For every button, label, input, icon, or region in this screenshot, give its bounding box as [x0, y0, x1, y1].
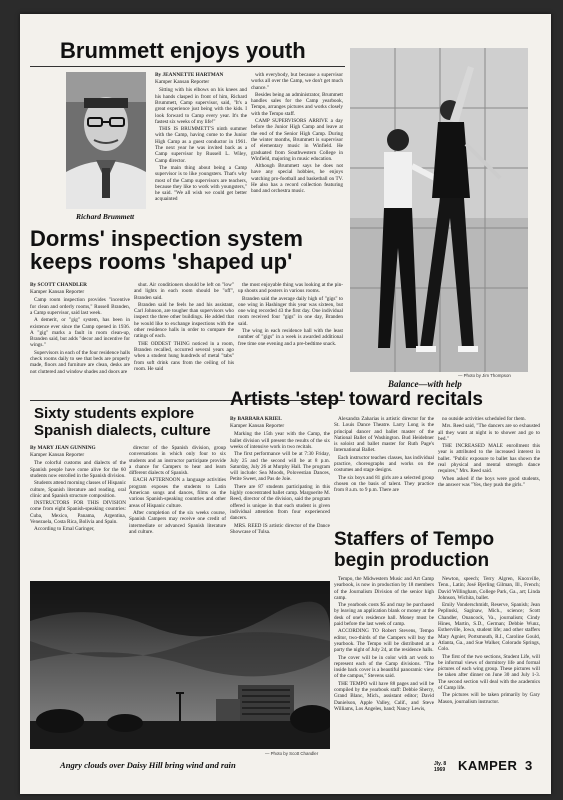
- ballet-photo-credit: — Photo by Jim Thompson: [458, 373, 511, 378]
- paragraph: When asked if the boys were good students, the answer was "Yes, they push the girls.": [438, 475, 540, 488]
- paragraph: There are 87 students participating in this highly concentrated ballet camp. Marguerite M. Reed, director of the division, said the program offered is unique in that each student is given individual attention from four experienced dancers.: [230, 483, 330, 522]
- divider: [30, 66, 345, 67]
- paragraph: director of the Spanish division, group conversations in which only four to six students and an instructor participate provide a chance for Campers to hear and learn different dialects of Spanish.: [129, 445, 226, 477]
- paragraph: Alexandra Zaharias is artistic director for the St. Louis Dance Theatre. Larry Long is the principal dancer and ballet master of the National Ballet of Washington. Bud Heidebner is soloist and ballet master for Ruth Page's International Ballet.: [334, 416, 434, 454]
- issue-date-line-1: Jly. 8: [434, 761, 447, 767]
- spanish-column-2: [129, 445, 226, 575]
- paragraph: THE TEMPO will have 88 pages and will be compiled by the yearbook staff: Debbie Sherry, Grand Blanc, Mich., assistant editor; David Danielson, Apple Valley, Calif., and Steve Williams, Los Angeles, band; Nancy Lewis,: [334, 680, 434, 712]
- ballet-photo: [350, 48, 528, 372]
- paper-name: KAMPER: [458, 758, 518, 773]
- paragraph: Marking the 15th year with the Camp, the ballet division will present the results of the six weeks of intensive work in two recitals.: [230, 431, 330, 450]
- paragraph: The pictures will be taken primarily by Gary Mason, journalism instructor.: [438, 692, 540, 705]
- artists-headline: Artists 'step' toward recitals: [230, 389, 483, 410]
- paragraph: Supervisors in each of the four residence halls check rooms daily to see that beds are properly made, floors and furniture are clean, desks are not cluttered and window shades and doors are: [30, 349, 130, 375]
- ballet-photo-caption: Balance—with help: [388, 379, 462, 389]
- newspaper-page: [20, 14, 551, 794]
- paragraph: The first performance will be at 7:30 Friday, July 25 and the second will be at 8 p.m. Saturday, July 26 at Murphy Hall. The program will include: Sea Moods, Polovestian Dances, Petite Sweet, and Pas de Joie.: [230, 451, 330, 483]
- paragraph: the most enjoyable thing was looking at the pin-up shoots and posters in various rooms.: [238, 282, 343, 295]
- issue-date: [434, 761, 446, 773]
- byline-title: Kamper Kansan Reporter: [155, 79, 210, 86]
- paragraph: THE ODDEST THING noticed in a room, Branden recalled, occurred several years ago when a student hung hundreds of metal "tabs" from soft drink cans from the ceiling of his room. He said: [134, 340, 234, 372]
- portrait-illustration: [66, 72, 146, 209]
- dorms-column-2: [134, 282, 234, 398]
- brummett-photo-caption: Richard Brummett: [76, 212, 135, 221]
- page-number: 3: [525, 758, 533, 773]
- artists-column-2: [334, 416, 434, 542]
- dorms-column-3: [238, 282, 343, 398]
- staffers-headline-line-2: begin production: [334, 550, 490, 571]
- issue-date-line-2: 1969: [434, 767, 446, 773]
- spanish-column-1: [30, 445, 126, 575]
- byline-title: Kamper Kansan Reporter: [230, 423, 285, 430]
- dorms-headline-line-2: keeps rooms 'shaped up': [30, 249, 293, 274]
- byline: By BARBARA KRIEL: [230, 416, 282, 422]
- paragraph: The cover will be in color with art work to represent each of the Camp divisions. "The inside back cover is a beautiful panoramic view of the campus," Stevens said.: [334, 654, 434, 680]
- paragraph: EACH AFTERNOON a language activities program exposes the students to Latin American songs and dances, films on the various Spanish-speaking countries and other areas of Hispanic culture.: [129, 477, 226, 509]
- paragraph: Branden said the average daily high of "gigs" to one wing in Hashinger this year was sixteen, but one wing recorded 43 the first day. One individual room received four "gigs" in one day, Branden said.: [238, 295, 343, 327]
- storm-illustration: [30, 581, 330, 749]
- paragraph: The yearbook costs $5 and may be purchased by leaving an application blank or money at the desk of one's residence hall. Money must be paid before the last week of camp.: [334, 602, 434, 628]
- paragraph: The six boys and 81 girls are a selected group chosen on the basis of talent. They practice from 8 a.m. to 9 p.m. There are: [334, 474, 434, 494]
- paragraph: THE INCREASED MALE enrollment this year is attributed to the increased interest in ballet. "Public exposure to ballet has shown the real physical and mental strength dance requires," Mrs. Reed said.: [438, 443, 540, 475]
- paragraph: Tempo, the Midwestern Music and Art Camp yearbook, is now in production by 18 members of the Journalism Division of the senior high camp.: [334, 576, 434, 601]
- paragraph: The main thing about being a Camp supervisor is to like youngsters. That's why most of the Camp supervisors are teachers, because they like to work with youngsters," he said. "We all wish we could get better acquainted: [155, 164, 247, 203]
- paragraph: Branden said he feels he and his assistant, Carl Johnson, are tougher than supervisors who inspect the three other buildings. He added that he would like to exchange inspections with the other residence halls in order to compare the ratings of each.: [134, 301, 234, 340]
- storm-photo: [30, 581, 330, 749]
- spanish-headline-line-1: Sixty students explore: [34, 405, 195, 422]
- paragraph: Although Brummett says he does not have any special hobbies, he enjoys watching pro-football and basketball on TV. He also has a record collection featuring band and orchestra music.: [251, 163, 343, 195]
- staffers-column-2: [438, 576, 540, 746]
- paragraph: shut. Air conditioners should be left on "low" and lights in each room should be "off", Branden said.: [134, 282, 234, 301]
- paragraph: Each instructor teaches classes, has individual practice, choreographs and works on the costumes and stage designs.: [334, 454, 434, 474]
- paragraph: A demerit, or "gig" system, has been in existence ever since the Camp opened in 1936. A "gig" marks a fault in room clean-up, Branden said, but adds "decor and incentive for wings.": [30, 317, 130, 349]
- dorms-column-1: [30, 282, 130, 398]
- paragraph: MRS. REED IS artistic director of the Dance Showcase of Tulsa.: [230, 522, 330, 535]
- paragraph: INSTRUCTORS FOR THIS DIVISION come from eight Spanish-speaking countries: Cuba, Mexico, Panama, Argentina, Venezuela, Costa Rica, Bolivia and Spain.: [30, 500, 126, 526]
- paragraph: CAMP SUPERVISORS ARRIVE a day before the Junior High Camp and leave at the end of the Senior High Camp. During the winter months, Brummett is supervisor of elementary music in Winfield. He graduated from Southwestern College in Winfield, majoring in music education.: [251, 118, 343, 162]
- paragraph: Camp room inspection provides "incentive for clean and orderly rooms," Russell Branden, a Camp supervisor, said last week.: [30, 297, 130, 316]
- byline-title: Kamper Kansan Reporter: [30, 452, 85, 459]
- byline: By JEANNETTE HARTMAN: [155, 72, 224, 78]
- paragraph: According to Ernal Garinger,: [34, 526, 95, 533]
- artists-column-1: [230, 416, 330, 542]
- paragraph: with everybody, but because a supervisor works all over the Camp, we don't get much chance.": [251, 72, 343, 91]
- spanish-headline-line-2: Spanish dialects, culture: [34, 422, 211, 439]
- dorms-headline-line-1: Dorms' inspection system: [30, 226, 303, 251]
- paragraph: ACCORDING TO Robert Stevens, Tempo editor, two-thirds of the Campers will buy the yearbook. The Tempo will be distributed at a party the night of July 24, at the residence halls.: [334, 628, 434, 654]
- paragraph: The colorful customs and dialects of the Spanish people have come alive for the 60 students now enrolled in the Spanish division.: [30, 460, 126, 479]
- artists-column-3: [438, 416, 540, 526]
- staffers-headline-line-1: Staffers of Tempo: [334, 529, 495, 550]
- paragraph: Emily Vonderschmidt, Reserve, Spanish; Jean Peplinski, Saginaw, Mich., science; Scott Chandler, Onancock, Va., journalism; Cindy Hines, Martin, S.D., German; Debbie Wunz, Estherville, Iowa, student life; and other staffers Mary Agnier, Portsmouth, R.I., Caroline Gould, Atlanta, Ga., and Sue Walker, Colorado Springs, Colo.: [438, 602, 540, 653]
- staffers-column-1: [334, 576, 434, 766]
- paragraph: THIS IS BRUMMETT'S ninth summer with the Camp, having come to the Junior High Camp as a guest conductor in 1961. The next year he was invited back as a Camp supervisor by Russell L. Wiley, Camp director.: [155, 126, 247, 164]
- paragraph: After completion of the six weeks course, Spanish Campers may receive one credit of intermediate or advanced Spanish literature and culture.: [129, 509, 226, 535]
- paragraph: Newton, speech; Terry Algren, Knoxville, Tenn., Latin; José Bjerling Gilman, Ill., French; David Willingham, College Park, Ga., art; Linda Johnson, Wichita, ballet.: [438, 576, 540, 601]
- byline: By MARY JEAN GUNNING: [30, 445, 96, 451]
- storm-photo-caption: Angry clouds over Daisy Hill bring wind and rain: [60, 760, 236, 770]
- ballet-illustration: [350, 48, 528, 372]
- brummett-column-2: [251, 72, 343, 224]
- paragraph: Mrs. Reed said, "The dancers are so exhausted all they want at night is to shower and go to bed.": [438, 423, 540, 442]
- paragraph: Sitting with his elbows on his knees and his hands clasped in front of him, Richard Brummett, Camp supervisor, said, "It's a great experience just being with the kids. I look forward to Camp every year. It's the fastest six weeks of my life!": [155, 87, 247, 125]
- paragraph: The first of the two sections, Student Life, will be informal views of dormitory life and formal pictures of each wing group. These pictures will be taken after dinner on June 30 and July 1-3. The second section will deal with the academics of Camp life.: [438, 653, 540, 692]
- paragraph: The wing in each residence hall with the least number of "gigs" in a week is awarded additional free time one evening and a pre-bedtime snack.: [238, 328, 343, 347]
- brummett-headline: Brummett enjoys youth: [60, 38, 306, 63]
- brummett-column-1: [155, 72, 247, 224]
- storm-photo-credit: — Photo by Scott Chandler: [265, 751, 319, 756]
- byline-title: Kamper Kansan Reporter: [30, 289, 85, 296]
- paragraph: Students attend morning classes of Hispanic culture, Spanish literature and reading, oral clinic and Spanish structure composition.: [30, 480, 126, 499]
- brummett-portrait: [66, 72, 146, 209]
- byline: By SCOTT CHANDLER: [30, 282, 88, 288]
- paragraph: Besides being an administrator, Brummett handles sales for the Camp yearbook, Tempo, arranges pictures and works closely with the Tempo staff.: [251, 91, 343, 117]
- paragraph: no outside activities scheduled for them.: [442, 416, 526, 422]
